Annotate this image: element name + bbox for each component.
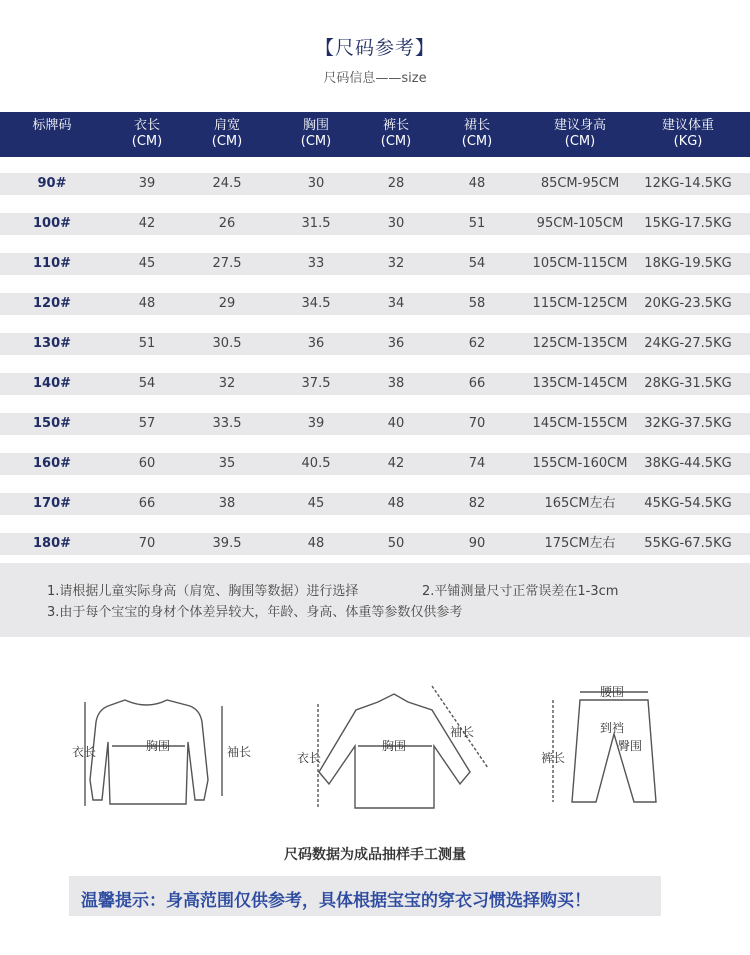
note-3: 3.由于每个宝宝的身材个体差异较大，年龄、身高、体重等参数仅供参考 [47,605,463,620]
table-cell: 28 [387,176,405,191]
table-cell: 85CM-95CM [540,176,620,191]
column-header-unit: (KG) [673,134,703,149]
table-cell: 27.5 [212,256,242,271]
table-cell: 62 [468,336,486,351]
pants-crotch-label: 到裆 [600,721,625,735]
table-cell: 48 [468,176,486,191]
table-cell: 45KG-54.5KG [644,496,732,511]
column-header [301,118,331,150]
table-cell: 40.5 [301,456,331,471]
table-cell: 26 [218,216,236,231]
shirt-length-label: 衣长 [297,751,322,765]
column-header [554,118,606,150]
sweater-chest-label: 胸围 [146,739,171,753]
table-row [0,373,750,395]
table-row [0,293,750,315]
table-row [0,453,750,475]
column-header [32,118,71,134]
column-header-unit: (CM) [211,134,243,149]
tip-banner [69,876,661,916]
table-cell: 39.5 [212,536,242,551]
column-header-unit: (CM) [380,134,412,149]
table-cell: 135CM-145CM [532,376,628,391]
column-header-unit: (CM) [461,134,493,149]
note-2: 2.平铺测量尺寸正常误差在1-3cm [422,584,619,599]
table-cell: 48 [387,496,405,511]
column-header [662,118,714,150]
measurement-diagrams [0,672,750,822]
table-cell: 35 [218,456,236,471]
table-cell: 165CM左右 [544,496,616,511]
table-cell: 70 [468,416,486,431]
table-row [0,413,750,435]
table-cell: 82 [468,496,486,511]
pants-length-label: 裤长 [541,751,566,765]
table-cell: 12KG-14.5KG [644,176,732,191]
column-header-unit: (CM) [300,134,332,149]
size-label: 110# [32,256,72,271]
table-row [0,533,750,555]
column-header-unit: (CM) [564,134,596,149]
table-cell: 66 [468,376,486,391]
table-cell: 48 [307,536,325,551]
sweater-diagram [85,700,222,806]
table-header [0,112,750,157]
table-cell: 95CM-105CM [536,216,624,231]
column-header-label: 胸围 [302,118,329,133]
table-cell: 39 [138,176,156,191]
size-label: 100# [32,216,72,231]
table-cell: 48 [138,296,156,311]
table-cell: 51 [138,336,156,351]
column-header-label: 标牌码 [32,118,72,133]
table-row [0,213,750,235]
column-header [381,118,411,150]
table-cell: 30 [307,176,325,191]
size-label: 90# [37,176,67,191]
table-cell: 33.5 [212,416,242,431]
table-cell: 38 [387,376,405,391]
table-cell: 30 [387,216,405,231]
table-cell: 66 [138,496,156,511]
table-cell: 34.5 [301,296,331,311]
table-cell: 58 [468,296,486,311]
table-cell: 90 [468,536,486,551]
size-label: 170# [32,496,72,511]
table-cell: 24KG-27.5KG [644,336,732,351]
shirt-sleeve-label: 袖长 [450,725,475,739]
column-header [132,118,162,150]
page-title: 【尺码参考】 [314,37,435,59]
table-cell: 24.5 [212,176,242,191]
table-cell: 45 [138,256,156,271]
table-cell: 29 [218,296,236,311]
table-cell: 20KG-23.5KG [644,296,732,311]
column-header-label: 建议身高 [553,118,607,133]
size-label: 150# [32,416,72,431]
sweater-sleeve-label: 袖长 [227,745,252,759]
table-cell: 57 [138,416,156,431]
column-header-label: 裤长 [382,118,409,133]
figure-caption: 尺码数据为成品抽样手工测量 [284,847,466,863]
table-cell: 45 [307,496,325,511]
table-cell: 145CM-155CM [532,416,628,431]
size-label: 120# [32,296,72,311]
table-cell: 32KG-37.5KG [644,416,732,431]
table-cell: 32 [218,376,236,391]
table-cell: 36 [307,336,325,351]
table-cell: 155CM-160CM [532,456,628,471]
notes-panel [0,563,750,637]
table-cell: 40 [387,416,405,431]
column-header-unit: (CM) [131,134,163,149]
size-label: 130# [32,336,72,351]
table-row [0,493,750,515]
table-row [0,173,750,195]
table-cell: 125CM-135CM [532,336,628,351]
pants-hip-label: 臀围 [618,739,643,753]
table-cell: 30.5 [212,336,242,351]
table-cell: 31.5 [301,216,331,231]
table-cell: 70 [138,536,156,551]
table-cell: 18KG-19.5KG [644,256,732,271]
table-cell: 15KG-17.5KG [644,216,732,231]
size-label: 180# [32,536,72,551]
shirt-chest-label: 胸围 [382,739,407,753]
size-label: 160# [32,456,72,471]
page-subtitle: 尺码信息——size [323,71,427,86]
sweater-length-label: 衣长 [72,745,97,759]
size-label: 140# [32,376,72,391]
table-cell: 54 [138,376,156,391]
table-cell: 115CM-125CM [532,296,628,311]
column-header-label: 肩宽 [213,118,240,133]
table-cell: 33 [307,256,325,271]
table-cell: 38KG-44.5KG [644,456,732,471]
column-header [462,118,492,150]
table-cell: 54 [468,256,486,271]
table-row [0,253,750,275]
table-cell: 105CM-115CM [532,256,628,271]
table-cell: 38 [218,496,236,511]
table-cell: 28KG-31.5KG [644,376,732,391]
table-cell: 51 [468,216,486,231]
table-cell: 55KG-67.5KG [644,536,732,551]
table-cell: 37.5 [301,376,331,391]
table-cell: 32 [387,256,405,271]
column-header-label: 裙长 [463,118,490,133]
column-header [212,118,242,150]
column-header-label: 衣长 [133,118,160,133]
table-cell: 42 [138,216,156,231]
pants-outline [572,700,656,802]
pants-waist-label: 腰围 [600,685,625,699]
column-header-label: 建议体重 [661,118,715,133]
note-1: 1.请根据儿童实际身高（肩宽、胸围等数据）进行选择 [47,584,359,599]
tip-text: 温馨提示：身高范围仅供参考，具体根据宝宝的穿衣习惯选择购买！ [81,891,591,911]
table-cell: 39 [307,416,325,431]
table-cell: 74 [468,456,486,471]
table-cell: 36 [387,336,405,351]
table-cell: 42 [387,456,405,471]
table-row [0,333,750,355]
table-cell: 50 [387,536,405,551]
table-cell: 175CM左右 [544,536,616,551]
table-cell: 34 [387,296,405,311]
table-cell: 60 [138,456,156,471]
